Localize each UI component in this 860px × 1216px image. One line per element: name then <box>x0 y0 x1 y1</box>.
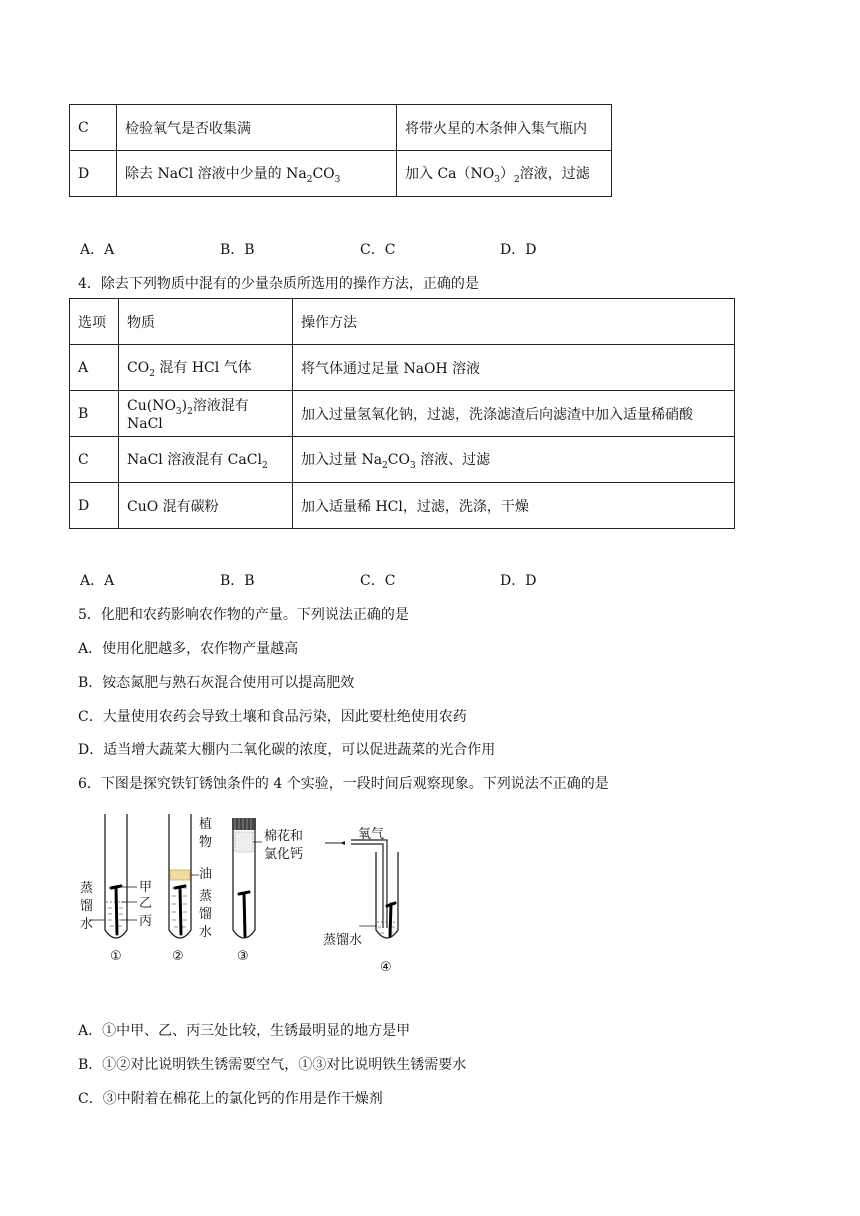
option: A．A <box>80 573 115 589</box>
q4-options <box>80 570 640 590</box>
mark-bing: 丙 <box>139 914 153 929</box>
substance-cell: CuO 混有碳粉 <box>119 483 293 529</box>
substance-cell: NaCl 溶液混有 CaCl$_2$ <box>119 437 293 483</box>
label-char: 油 <box>199 867 213 882</box>
iron-rust-experiment-figure <box>75 808 425 980</box>
tube-number: ② <box>172 949 184 964</box>
option-label: B <box>70 391 119 437</box>
table-q4 <box>69 298 735 529</box>
table-row <box>70 105 612 151</box>
label-char: 水 <box>199 925 213 940</box>
method-cell: 加入 $Ca(NO_3)_2$溶液，过滤 <box>397 151 612 197</box>
option-label: C <box>70 437 119 483</box>
substance-cell: $Cu(NO_3)_2$溶液混有 NaCl <box>119 391 293 437</box>
cotton-label: 氯化钙 <box>264 847 304 862</box>
option: B．铵态氮肥与熟石灰混合使用可以提高肥效 <box>78 675 355 691</box>
option: C．C <box>360 242 396 258</box>
table-row <box>70 483 735 529</box>
option: C．C <box>360 573 396 589</box>
option-label: C <box>70 105 117 151</box>
test-tube-4 <box>323 827 398 975</box>
option: D．适当增大蔬菜大棚内二氧化碳的浓度，可以促进蔬菜的光合作用 <box>78 742 496 758</box>
item-cell: 除去 NaCl 溶液中少量的 $Na_2CO_3$ <box>117 151 397 197</box>
water-label: 蒸馏水 <box>323 933 363 948</box>
substance-cell: $CO_2$ 混有 HCl 气体 <box>119 345 293 391</box>
header-cell: 物质 <box>119 299 293 345</box>
q3-options <box>80 239 640 259</box>
method-cell: 加入适量稀 HCl，过滤，洗涤，干燥 <box>293 483 735 529</box>
mark-jia: 甲 <box>139 880 153 895</box>
table-row <box>70 391 735 437</box>
question-stem: 5．化肥和农药影响农作物的产量。下列说法正确的是 <box>78 607 409 623</box>
option: C．③中附着在棉花上的氯化钙的作用是作干燥剂 <box>78 1091 383 1107</box>
test-tube-1 <box>80 814 152 964</box>
table-row <box>70 437 735 483</box>
option-label: A <box>70 345 119 391</box>
cotton-label: 棉花和 <box>264 829 304 844</box>
table-row <box>70 151 612 197</box>
label-char: 物 <box>199 835 213 850</box>
tube-number: ④ <box>380 960 392 975</box>
table-q3-continued <box>69 104 612 197</box>
header-cell: 操作方法 <box>293 299 735 345</box>
label-char: 馏 <box>199 907 213 922</box>
option: B．B <box>220 573 255 589</box>
option: A．A <box>80 242 115 258</box>
item-cell: 检验氧气是否收集满 <box>117 105 397 151</box>
label-char: 蒸 <box>80 881 94 896</box>
header-cell: 选项 <box>70 299 119 345</box>
option: D．D <box>500 573 537 589</box>
tube-number: ① <box>110 949 122 964</box>
label-char: 植 <box>199 817 213 832</box>
tube-number: ③ <box>237 949 249 964</box>
mark-yi: 乙 <box>139 896 153 911</box>
option: A．①中甲、乙、丙三处比较，生锈最明显的地方是甲 <box>78 1023 411 1039</box>
option: D．D <box>500 242 537 258</box>
table-row <box>70 345 735 391</box>
method-cell: 加入过量氢氧化钠，过滤，洗涤滤渣后向滤渣中加入适量稀硝酸 <box>293 391 735 437</box>
method-cell: 将带火星的木条伸入集气瓶内 <box>397 105 612 151</box>
test-tube-3 <box>232 818 303 964</box>
option-label: D <box>70 151 117 197</box>
label-char: 水 <box>80 917 94 932</box>
label-char: 蒸 <box>199 889 213 904</box>
oxygen-label: 氧气 <box>358 827 385 842</box>
question-stem: 6．下图是探究铁钉锈蚀条件的 4 个实验，一段时间后观察现象。下列说法不正确的是 <box>78 776 609 792</box>
method-cell: 将气体通过足量 NaOH 溶液 <box>293 345 735 391</box>
option: A．使用化肥越多，农作物产量越高 <box>78 641 299 657</box>
option: B．①②对比说明铁生锈需要空气，①③对比说明铁生锈需要水 <box>78 1057 467 1073</box>
question-stem: 4．除去下列物质中混有的少量杂质所选用的操作方法，正确的是 <box>78 276 479 292</box>
method-cell: 加入过量 $Na_2CO_3$ 溶液、过滤 <box>293 437 735 483</box>
option: B．B <box>220 242 255 258</box>
option-label: D <box>70 483 119 529</box>
table-header-row <box>70 299 735 345</box>
option: C．大量使用农药会导致土壤和食品污染，因此要杜绝使用农药 <box>78 709 467 725</box>
test-tube-2 <box>169 814 212 964</box>
label-char: 馏 <box>80 899 94 914</box>
